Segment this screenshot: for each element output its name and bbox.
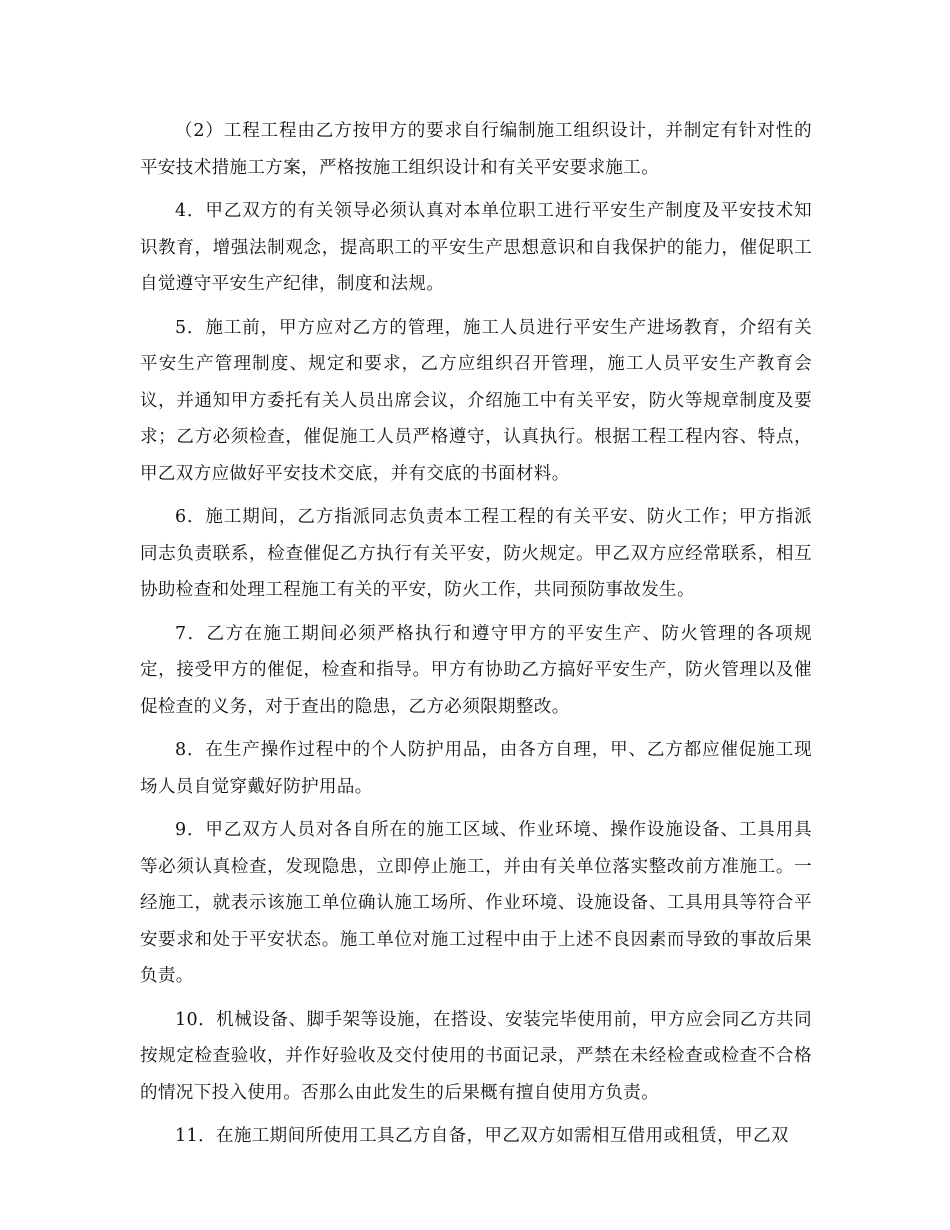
paragraph-9-inspection: 9．甲乙双方人员对各自所在的施工区域、作业环境、操作设施设备、工具用具等必须认真检查，发现隐患，立即停止施工，并由有关单位落实整改前方准施工。一经施工，就表示该施工单位确认施工场所、作业环境、设施设备、工具用具等符合平安要求和处于平安状态。施工单位对施工过程中由于上述不良因素而导致的事故后果负责。 <box>140 820 812 986</box>
paragraph-2-construction-design: （2）工程工程由乙方按甲方的要求自行编制施工组织设计，并制定有针对性的平安技术措施工方案，严格按施工组织设计和有关平安要求施工。 <box>140 121 812 178</box>
paragraph-4-safety-education: 4．甲乙双方的有关领导必须认真对本单位职工进行平安生产制度及平安技术知识教育，增强法制观念，提高职工的平安生产思想意识和自我保护的能力，催促职工自觉遵守平安生产纪律，制度和法规。 <box>140 201 812 294</box>
paragraph-5-pre-construction: 5．施工前，甲方应对乙方的管理，施工人员进行平安生产进场教育，介绍有关平安生产管理制度、规定和要求，乙方应组织召开管理，施工人员平安生产教育会议，并通知甲方委托有关人员出席会议，介绍施工中有关平安，防火等规章制度及要求；乙方必须检查，催促施工人员严格遵守，认真执行。根据工程工程内容、特点，甲乙双方应做好平安技术交底，并有交底的书面材料。 <box>140 317 812 484</box>
paragraph-11-tools: 11．在施工期间所使用工具乙方自备，甲乙双方如需相互借用或租赁，甲乙双 <box>175 1126 789 1146</box>
paragraph-6-during-construction: 6．施工期间，乙方指派同志负责本工程工程的有关平安、防火工作；甲方指派同志负责联系，检查催促乙方执行有关平安，防火规定。甲乙双方应经常联系，相互协助检查和处理工程施工有关的平安，防火工作，共同预防事故发生。 <box>140 507 812 600</box>
document-body <box>140 113 812 1162</box>
paragraph-8-protective-equipment: 8．在生产操作过程中的个人防护用品，由各方自理，甲、乙方都应催促施工现场人员自觉穿戴好防护用品。 <box>140 740 812 797</box>
paragraph-10-machinery: 10．机械设备、脚手架等设施，在搭设、安装完毕使用前，甲方应会同乙方共同按规定检查验收，并作好验收及交付使用的书面记录，严禁在未经检查或检查不合格的情况下投入使用。否那么由此发生的后果概有擅自使用方负责。 <box>140 1009 812 1103</box>
paragraph-7-compliance: 7．乙方在施工期间必须严格执行和遵守甲方的平安生产、防火管理的各项规定，接受甲方的催促，检查和指导。甲方有协助乙方搞好平安生产，防火管理以及催促检查的义务，对于查出的隐患，乙方必须限期整改。 <box>140 623 812 717</box>
